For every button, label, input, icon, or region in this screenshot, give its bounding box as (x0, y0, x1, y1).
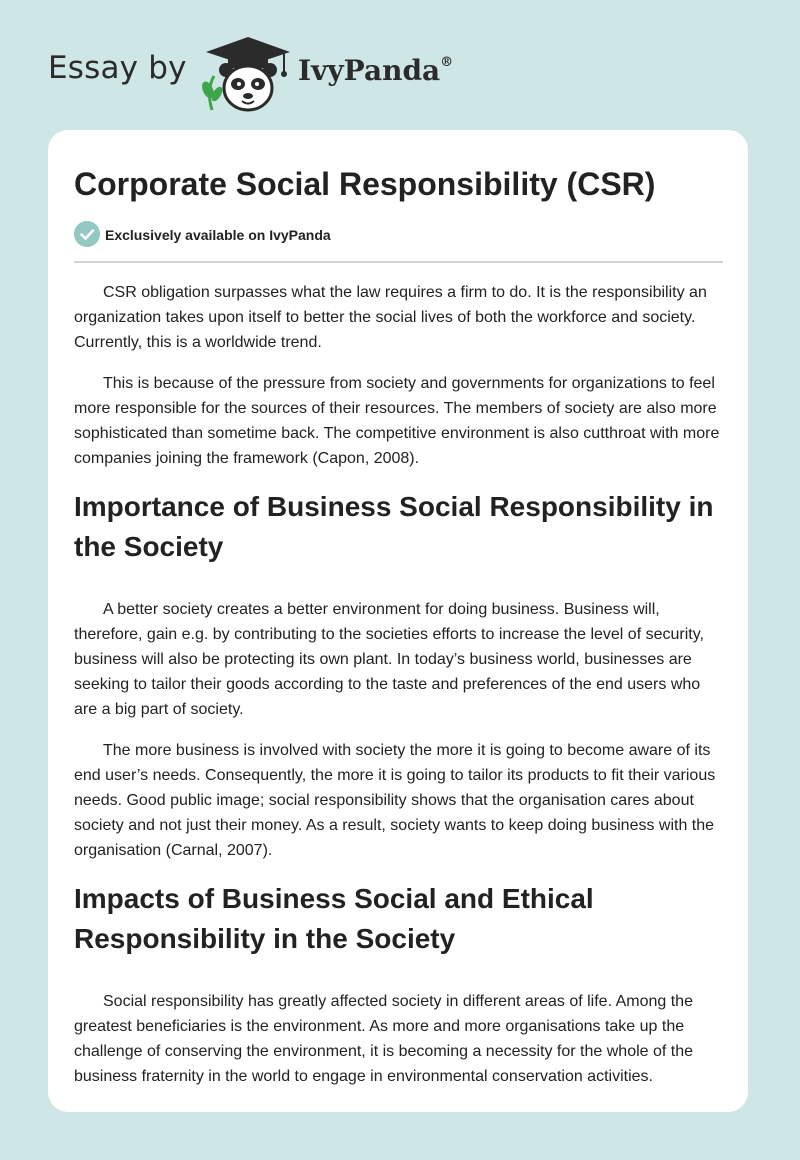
brand-name: IvyPanda® (298, 54, 454, 87)
essay-card (48, 130, 748, 1112)
page-title: Corporate Social Responsibility (CSR) (74, 166, 656, 202)
brand-prefix: Essay by (48, 50, 187, 86)
site-header (48, 34, 548, 114)
panda-graduate-icon (200, 34, 296, 114)
divider (74, 261, 723, 263)
paragraph: Social responsibility has greatly affected society in different areas of life. Among the greatest beneficiaries is the environment. As more and more organisations take up the challenge of conserving the environment, it is becoming a necessity for the whole of the business fraternity in the world to engage in environmental conservation activities. (74, 993, 694, 1085)
exclusive-badge-label: Exclusively available on IvyPanda (105, 227, 331, 243)
paragraph: A better society creates a better environment for doing business. Business will, therefore, gain e.g. by contributing to the societies efforts to increase the level of security, business will also be protecting its own plant. In today’s business world, businesses are seeking to tailor their goods according to the taste and preferences of the end users who are a big part of society. (74, 601, 704, 718)
section-heading: Importance of Business Social Responsibility in the Society (74, 491, 714, 562)
paragraph: The more business is involved with society the more it is going to become aware of its end user’s needs. Consequently, the more it is going to tailor its products to fit their various needs. Good public image; social responsibility shows that the organisation cares about society and not just their money. As a result, society wants to keep doing business with the organisation (Carnal, 2007). (74, 742, 716, 859)
check-icon (74, 221, 100, 247)
paragraph: This is because of the pressure from society and governments for organizations to feel more responsible for the sources of their resources. The members of society are also more sophisticated than sometime back. The competitive environment is also cutthroat with more companies joining the framework (Capon, 2008). (74, 375, 720, 467)
trademark-symbol: ® (440, 54, 454, 70)
paragraph: CSR obligation surpasses what the law requires a firm to do. It is the responsibility an organization takes upon itself to better the social lives of both the workforce and society. Currently, this is a worldwide trend. (74, 284, 707, 351)
section-heading: Impacts of Business Social and Ethical Responsibility in the Society (74, 883, 594, 954)
essay-body (74, 280, 724, 1105)
